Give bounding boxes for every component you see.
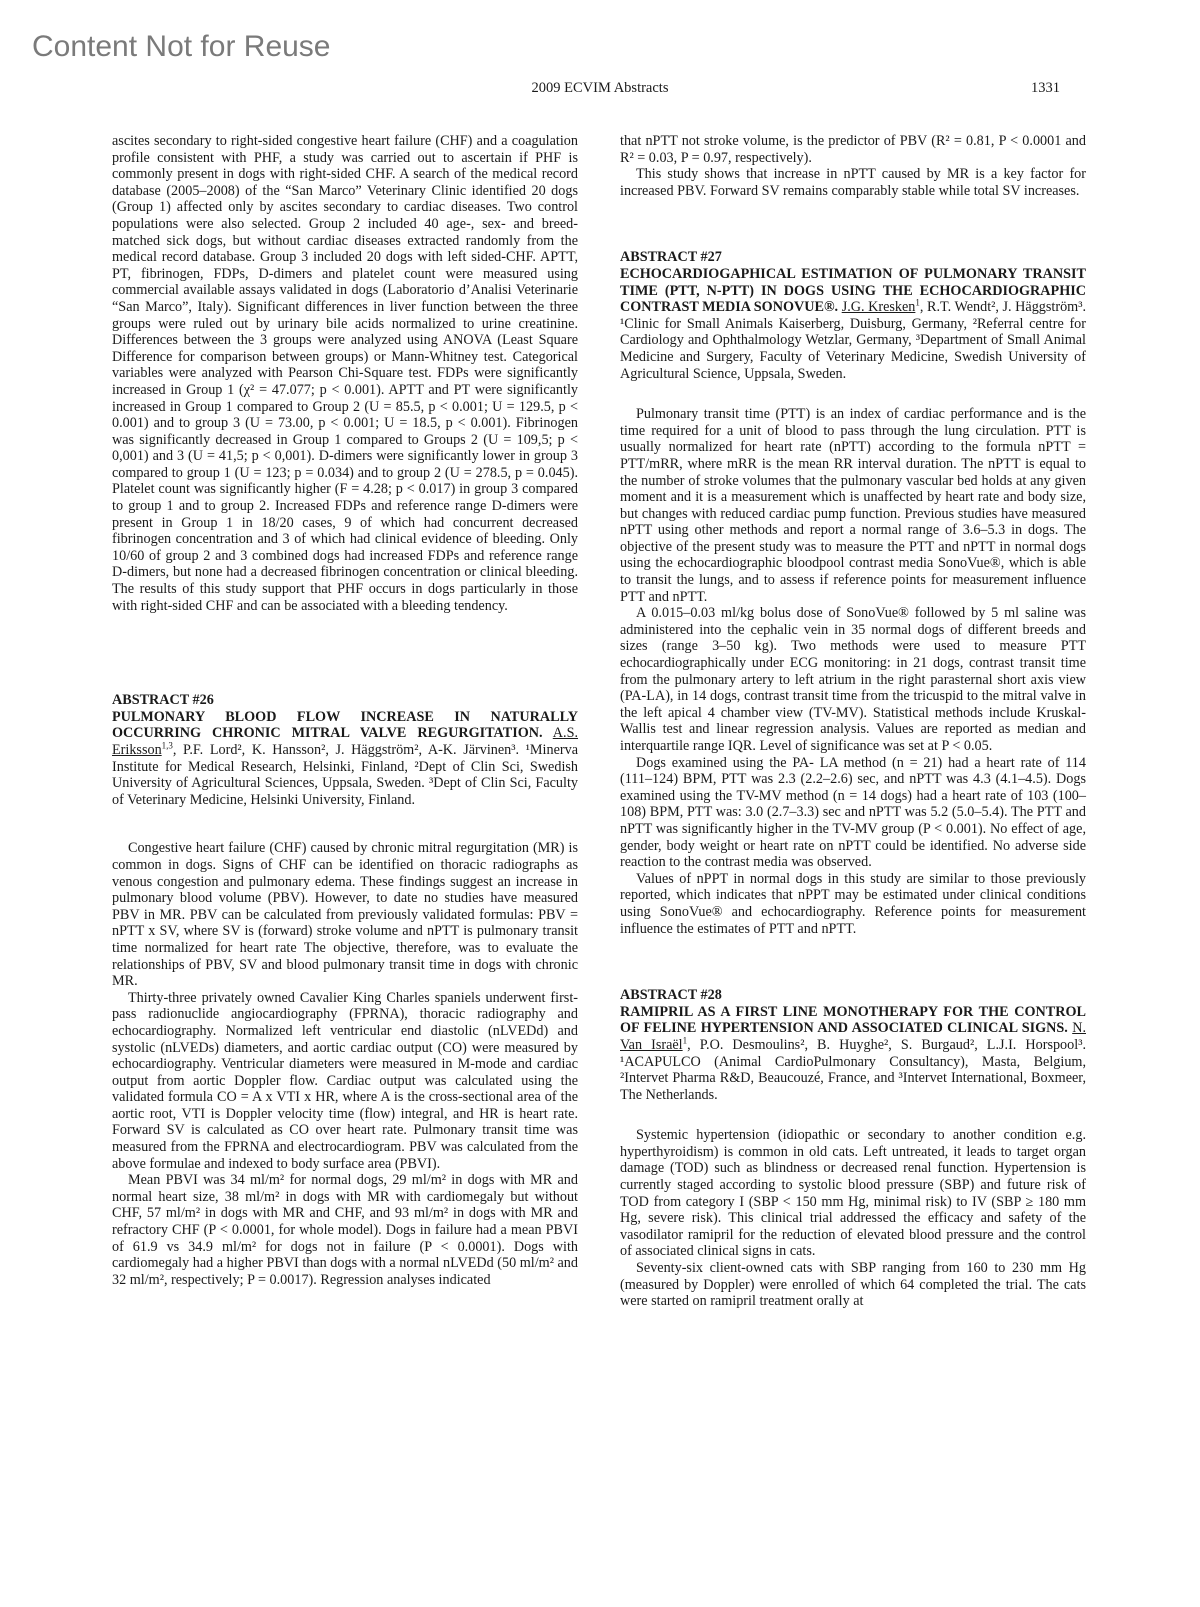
page-number: 1331 (1031, 80, 1060, 96)
author-list: , R.T. Wendt², J. Häggström³. ¹Clinic for Small Animals Kaiserberg, Duisburg, Germany, ²Referral centre for Cardiology and Ophthalmology Wetzlar, Germany, ³Department of Small Animal Medicine and Surgery, Faculty of Veterinary Medicine, Swedish University of Agricultural Science, Uppsala, Sweden. (620, 299, 1087, 382)
continued-abstract-text: This study shows that increase in nPTT caused by MR is a key factor for increased PBV. Forward SV remains comparably stable while total SV increases. (620, 166, 1086, 199)
abstract-paragraph: Dogs examined using the PA- LA method (n = 21) had a heart rate of 114 (111–124) BPM, PTT was 2.3 (2.2–2.6) sec, and nPTT was 4.3 (4.1–4.5). Dogs examined using the TV-MV method (n = 14 dogs) had a heart rate of 103 (100–108) BPM, PTT was: 3.0 (2.7–3.3) sec and nPTT was 5.2 (5.0–5.4). The PTT and nPTT was significantly higher in the TV-MV group (P < 0.001). No effect of age, gender, body weight or heart rate on nPTT could be identified. No adverse side reaction to the contrast media was observed. (620, 754, 1086, 871)
right-column (620, 133, 1086, 1310)
abstract-number: ABSTRACT #26 (112, 692, 214, 709)
presenting-author: N. Van Israël$^1$ (620, 1020, 1086, 1053)
abstract-paragraph: Mean PBVI was 34 ml/m² for normal dogs, 29 ml/m² in dogs with MR and normal heart size, 38 ml/m² in dogs with MR with cardiomegaly but without CHF, 57 ml/m² in dogs with MR and CHF, and 93 ml/m² in dogs with MR and refractory CHF (P < 0.0001, for whole model). Dogs in failure had a mean PBVI of 61.9 vs 34.9 ml/m² for dogs not in failure (P < 0.0001). Dogs with cardiomegaly had a higher PBVI than dogs with a normal nLVEDd (50 ml/m² and 32 ml/m², respectively; P = 0.0017). Regression analyses indicated (112, 1172, 578, 1288)
abstract-paragraph: Systemic hypertension (idiopathic or secondary to another condition e.g. hyperthyroidism) is common in old cats. Left untreated, it leads to target organ damage (TOD) such as blindness or decreased renal function. Hypertension is currently staged according to systolic blood pressure (SBP) and future risk of TOD from category I (SBP < 150 mm Hg, minimal risk) to IV (SBP ≥ 180 mm Hg, severe risk). This clinical trial addressed the efficacy and safety of the vasodilator ramipril for the reduction of elevated blood pressure and the control of associated clinical signs in cats. (620, 1127, 1086, 1260)
abstract-heading (620, 266, 1086, 382)
abstract-paragraph: A 0.015–0.03 ml/kg bolus dose of SonoVue® followed by 5 ml saline was administered into the cephalic vein in 35 normal dogs of different breeds and sizes (range 3–50 kg). Two methods were used to measure PTT echocardiographically under ECG monitoring: in 21 dogs, contrast transit time from the pulmonary artery to left atrium in the right parasternal short axis view (PA-LA), in 14 dogs, contrast transit time from the tricuspid to the mitral valve in the left apical 4 chamber view (TV-MV). Statistical methods include Kruskal-Wallis test and linear regression analysis. Values are reported as median and interquartile range IQR. Level of significance was set at P < 0.05. (620, 605, 1086, 754)
presenting-author: A.S. Eriksson$^{1,3}$ (112, 725, 579, 758)
left-column (112, 133, 578, 1288)
abstract-number: ABSTRACT #28 (620, 987, 722, 1004)
continued-abstract-text: ascites secondary to right-sided congestive heart failure (CHF) and a coagulation profile consistent with PHF, a study was carried out to ascertain if PHF is commonly present in dogs with right-sided CHF. A search of the medical record database (2005–2008) of the “San Marco” Veterinary Clinic identified 20 dogs (Group 1) affected only by ascites secondary to cardiac diseases. Two control populations were also selected. Group 2 included 40 age-, sex- and breed-matched sick dogs, but without cardiac diseases extracted randomly from the medical record database. Group 3 included 20 dogs with left sided-CHF. APTT, PT, fibrinogen, FDPs, D-dimers and platelet count were measured using commercial available assays validated in dogs (Laboratorio d’Analisi Veterinarie “San Marco”, Italy). Significant differences in liver function between the three groups were ruled out by urinary bile acids normalized to urine creatinine. Differences between the 3 groups were analyzed using ANOVA (Least Square Difference for comparison between groups) or Mann-Whitney test. Categorical variables were analyzed with Pearson Chi-Square test. FDPs were significantly increased in Group 1 (χ² = 47.077; p < 0.001). APTT and PT were significantly increased in Group 1 compared to Group 2 (U = 85.5, p < 0.001; U = 129.5, p < 0.001) and to group 3 (U = 73.00, p < 0.001; U = 18.5, p < 0.001). Fibrinogen was significantly decreased in Group 1 compared to Groups 2 (U = 109,5; p < 0,001) and 3 (U = 41,5; p < 0,001). D-dimers were significantly lower in group 3 compared to group 1 (U = 123; p = 0.034) and to group 2 (U = 278.5, p = 0.045). Platelet count was significantly higher (F = 4.28; p < 0.017) in group 3 compared to group 1 and to group 2. Increased FDPs and reference range D-dimers were present in Group 1 in 18/20 cases, 9 of which had concurrent decreased fibrinogen concentration and 3 of which had clinical evidence of bleeding. Only 10/60 of group 2 and 3 combined dogs had increased FDPs and reference range D-dimers, but none had a decreased fibrinogen concentration or clinical bleeding. The results of this study support that PHF occurs in dogs particularly in those with right-sided CHF and can be associated with a bleeding tendency. (112, 133, 578, 614)
abstract-heading (620, 1004, 1086, 1104)
abstract-27 (620, 249, 1086, 937)
abstract-paragraph: Congestive heart failure (CHF) caused by chronic mitral regurgitation (MR) is common in dogs. Signs of CHF can be identified on thoracic radiographs as venous congestion and pulmonary edema. These findings suggest an increase in pulmonary blood volume (PBV). However, to date no studies have measured PBV in MR. PBV can be calculated from previously validated formulas: PBV = nPTT x SV, where SV is (forward) stroke volume and nPTT is pulmonary transit time normalized for heart rate The objective, therefore, was to evaluate the relationships of PBV, SV and blood pulmonary transit time in dogs with chronic MR. (112, 840, 578, 990)
presenting-author: J.G. Kresken$^1$ (841, 297, 920, 316)
author-list: , P.F. Lord², K. Hansson², J. Häggström², A-K. Järvinen³. ¹Minerva Institute for Medical Research, Helsinki, Finland, ²Dept of Clin Sci, Swedish University of Agricultural Sciences, Uppsala, Sweden. ³Dept of Clin Sci, Faculty of Veterinary Medicine, Helsinki University, Finland. (112, 742, 578, 808)
watermark: Content Not for Reuse (32, 30, 331, 63)
abstract-paragraph: Values of nPPT in normal dogs in this study are similar to those previously reported, which indicates that nPPT may be estimated under clinical conditions using SonoVue® and echocardiography. Reference points for measurement influence the estimates of PTT and nPTT. (620, 870, 1086, 937)
abstract-paragraph: Pulmonary transit time (PTT) is an index of cardiac performance and is the time required for a unit of blood to pass through the lung circulation. PTT is usually normalized for heart rate (nPTT) according to the formula nPTT = PTT/mRR, where mRR is the mean RR interval duration. The nPTT is equal to the number of stroke volumes that the pulmonary vascular bed holds at any given moment and it is a measurement which is unaffected by heart rate and body size, but changes with reduced cardiac pump function. Previous studies have measured nPTT using other methods and report a normal range of 3.6–5.3 in dogs. The objective of the present study was to measure the PTT and nPTT in normal dogs using the echocardiographic bloodpool contrast media SonoVue®, which is able to transit the lungs, and to assess if reference points for measurement influence PTT and nPTT. (620, 406, 1086, 605)
abstract-paragraph: Thirty-three privately owned Cavalier King Charles spaniels underwent first-pass radionuclide angiocardiography (FPRNA), thoracic radiography and echocardiography. Normalized left ventricular end diastolic (nLVEDd) and systolic (nLVEDs) diameters, and aortic cardiac output (CO) were measured by echocardiography. Ventricular diameters were measured in M-mode and cardiac output from aortic Doppler flow. Cardiac output was calculated using the validated formula CO = A x VTI x HR, where A is the cross-sectional area of the aortic root, VTI is Doppler velocity time (flow) integral, and HR is heart rate. Forward SV is calculated as CO over heart rate. Pulmonary transit time was measured from the FPRNA and electrocardiogram. PBV was calculated from the above formulae and indexed to body surface area (PBVI). (112, 989, 578, 1172)
abstract-28 (620, 987, 1086, 1310)
abstract-title: ECHOCARDIOGAPHICAL ESTIMATION OF PULMONARY TRANSIT TIME (PTT, N-PTT) IN DOGS USING THE ECHOCARDIOGRAPHIC CONTRAST MEDIA SONOVUE®. (620, 265, 1086, 316)
abstract-title: PULMONARY BLOOD FLOW INCREASE IN NATURALLY OCCURRING CHRONIC MITRAL VALVE REGURGITATION. (112, 708, 578, 742)
running-title: 2009 ECVIM Abstracts (531, 80, 669, 96)
abstract-26 (112, 692, 578, 1288)
abstract-paragraph: Seventy-six client-owned cats with SBP ranging from 160 to 230 mm Hg (measured by Doppler) were enrolled of which 64 completed the trial. The cats were started on ramipril treatment orally at (620, 1260, 1086, 1310)
continued-abstract-text: that nPTT not stroke volume, is the predictor of PBV (R² = 0.81, P < 0.0001 and R² = 0.03, P = 0.97, respectively). (620, 133, 1086, 166)
abstract-number: ABSTRACT #27 (620, 249, 722, 266)
author-list: , P.O. Desmoulins², B. Huyghe², S. Burgaud², L.J.I. Horspool³. ¹ACAPULCO (Animal CardioPulmonary Consultancy), Masta, Belgium, ²Intervet Pharma R&D, Beaucouzé, France, and ³Intervet International, Boxmeer, The Netherlands. (620, 1036, 1086, 1103)
abstract-title: RAMIPRIL AS A FIRST LINE MONOTHERAPY FOR THE CONTROL OF FELINE HYPERTENSION AND ASSOCIATED CLINICAL SIGNS. (620, 1003, 1086, 1037)
abstract-heading (112, 709, 578, 809)
